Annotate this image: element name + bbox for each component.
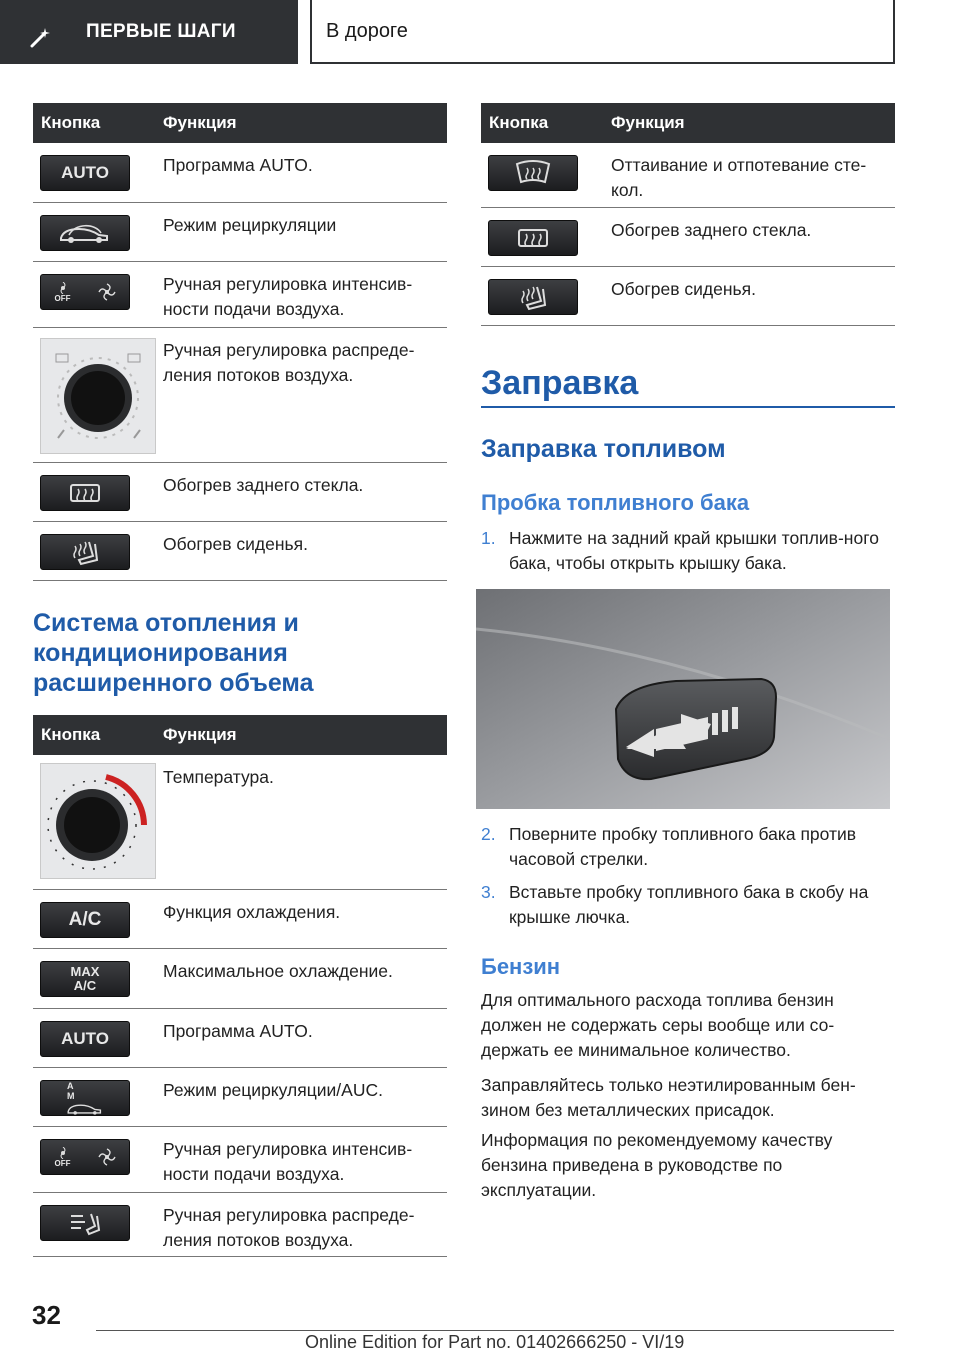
table-row <box>33 203 447 262</box>
function-text: Функция охлаждения. <box>163 902 341 922</box>
footer-divider <box>96 1330 894 1331</box>
temperature-knob-icon <box>40 763 156 879</box>
table-row <box>33 949 447 1009</box>
function-text: Ручная регулировка распреде-ления потоков воздуха. <box>163 1205 415 1250</box>
function-text: Ручная регулировка интенсив-ности подачи воздуха. <box>163 274 413 319</box>
air-distribution-icon <box>40 1205 130 1241</box>
subheading-fuel-cap: Пробка топливного бака <box>481 490 750 515</box>
chapter-title: ПЕРВЫЕ ШАГИ <box>86 21 236 42</box>
col-function-header: Функция <box>163 113 237 132</box>
step-text: Вставьте пробку топливного бака в скобу на крышке лючка. <box>509 882 869 927</box>
controls-table-basic <box>33 103 447 581</box>
step-number: 2. <box>481 824 496 844</box>
air-distribution-knob-icon <box>40 338 156 454</box>
function-text: Ручная регулировка интенсив-ности подачи воздуха. <box>163 1139 413 1184</box>
petrol-paragraph: Для оптимального расхода топлива бензин должен не содержать серы вообще или со-держать ее минимальное количество. <box>481 990 835 1060</box>
petrol-paragraph: Информация по рекомендуемому качеству бензина приведена в руководстве по эксплуатации. <box>481 1130 833 1200</box>
col-button-header: Кнопка <box>489 113 549 132</box>
function-text: Обогрев заднего стекла. <box>611 220 812 240</box>
fan-intensity-icon: OFF <box>40 274 130 310</box>
ac-button-icon: A/C <box>40 902 130 938</box>
rear-defrost-icon <box>40 475 130 511</box>
table-row <box>33 755 447 890</box>
max-ac-button-icon: MAX A/C <box>40 961 130 997</box>
recirculation-icon <box>40 215 130 251</box>
function-text: Обогрев сиденья. <box>163 534 308 554</box>
table-row <box>33 1009 447 1068</box>
magic-wand-icon <box>30 26 52 48</box>
windshield-defrost-icon <box>488 155 578 191</box>
function-text: Режим рециркуляции <box>163 215 337 235</box>
section-heading-advanced-climate: Система отопления и кондиционирования расширенного объема <box>33 609 314 697</box>
table-row <box>481 267 895 326</box>
step-item <box>481 880 895 930</box>
col-function-header: Функция <box>611 113 685 132</box>
recirculation-auc-icon: A M <box>40 1080 130 1116</box>
auto-button-icon: AUTO <box>40 155 130 191</box>
rear-defrost-icon <box>488 220 578 256</box>
function-text: Температура. <box>163 767 274 787</box>
fuel-cap-photo <box>476 589 890 809</box>
table-row <box>33 262 447 328</box>
col-button-header: Кнопка <box>41 725 101 744</box>
subheading-refuel-fuel: Заправка топливом <box>481 435 726 463</box>
table-row <box>33 1193 447 1257</box>
function-text: Режим рециркуляции/AUC. <box>163 1080 383 1100</box>
step-text: Нажмите на задний край крышки топлив-ного бака, чтобы открыть крышку бака. <box>509 528 879 573</box>
section-heading-refuel: Заправка <box>481 364 639 402</box>
table-row <box>33 1068 447 1127</box>
table-row <box>33 522 447 581</box>
function-text: Обогрев заднего стекла. <box>163 475 364 495</box>
function-text: Оттаивание и отпотевание сте-кол. <box>611 155 867 200</box>
auto-button-icon: AUTO <box>40 1021 130 1057</box>
subheading-petrol: Бензин <box>481 954 561 979</box>
step-text: Поверните пробку топливного бака против часовой стрелки. <box>509 824 857 869</box>
seat-heating-icon <box>40 534 130 570</box>
step-number: 3. <box>481 882 496 902</box>
table-row <box>33 890 447 949</box>
function-text: Программа AUTO. <box>163 155 313 175</box>
step-item <box>481 822 895 872</box>
function-text: Максимальное охлаждение. <box>163 961 393 981</box>
step-item <box>481 526 895 576</box>
table-header <box>33 103 447 143</box>
footer-edition: Online Edition for Part no. 01402666250 - VI/19 <box>305 1332 685 1352</box>
table-row <box>33 463 447 522</box>
function-text: Ручная регулировка распреде-ления потоков воздуха. <box>163 340 415 385</box>
section-divider <box>481 406 895 408</box>
page-number: 32 <box>32 1300 61 1330</box>
table-header <box>33 715 447 755</box>
table-row <box>33 328 447 463</box>
section-title: В дороге <box>310 0 895 64</box>
seat-heating-icon <box>488 279 578 315</box>
function-text: Обогрев сиденья. <box>611 279 756 299</box>
controls-table-advanced <box>33 715 447 1257</box>
table-header <box>481 103 895 143</box>
fan-intensity-icon: OFF <box>40 1139 130 1175</box>
table-row <box>33 1127 447 1193</box>
petrol-paragraph: Заправляйтесь только неэтилированным бен-зином без металлических присадок. <box>481 1075 856 1120</box>
table-row <box>481 208 895 267</box>
function-text: Программа AUTO. <box>163 1021 313 1041</box>
controls-table-defrost <box>481 103 895 326</box>
col-function-header: Функция <box>163 725 237 744</box>
table-row <box>33 143 447 203</box>
chapter-tab[interactable] <box>0 0 298 64</box>
table-row <box>481 143 895 208</box>
col-button-header: Кнопка <box>41 113 101 132</box>
step-number: 1. <box>481 528 496 548</box>
